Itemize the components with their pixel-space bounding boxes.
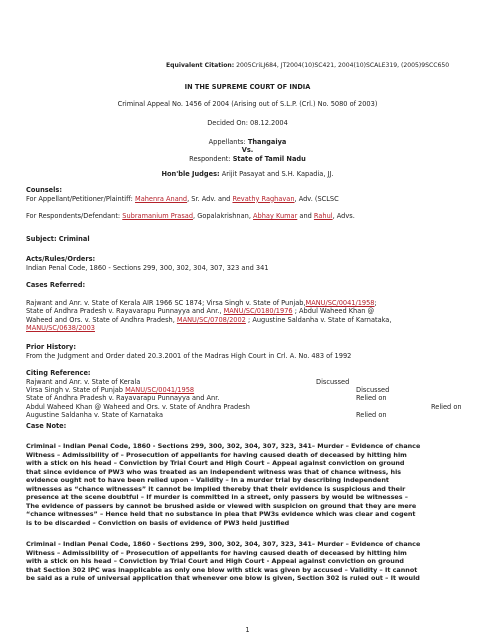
counsel-appellant-suffix: , Adv. (SCLSC <box>294 194 339 203</box>
counsels-section <box>26 186 471 203</box>
appeal-number: Criminal Appeal No. 1456 of 2004 (Arising out of S.L.P. (Crl.) No. 5080 of 2003) <box>117 100 378 108</box>
counsel-appellant-mid: , Sr. Adv. and <box>187 194 231 203</box>
court-name: IN THE SUPREME COURT OF INDIA <box>184 83 311 91</box>
citing-case: Abdul Waheed Khan @ Waheed and Ors. v. State of Andhra Pradesh <box>26 402 250 411</box>
prior-history-section <box>26 343 471 360</box>
prior-history-heading: Prior History: <box>26 343 76 351</box>
counsel-respondent-suffix: , Advs. <box>332 212 355 220</box>
case-link-manu-sc-0708-2002[interactable]: MANU/SC/0708/2002 <box>176 315 246 324</box>
respondent <box>0 155 495 163</box>
citing-row <box>26 386 471 394</box>
cases-referred-line-1 <box>26 299 471 307</box>
cases-referred-heading-block <box>26 281 471 290</box>
case-note-line: witnesses as “chance witnesses” it cannot be implied thereby that their evidence is suspicious and their <box>26 484 406 493</box>
case-note-line: Witness – Admissibility of – Prosecution of appellants for having caused death of deceased by hitting him <box>26 450 407 459</box>
case-note-line: Witness – Admissibility of – Prosecution of appellants for having caused death of deceased by hitting him <box>26 548 407 557</box>
cases-referred-line-4 <box>26 324 471 332</box>
acts-heading: Acts/Rules/Orders: <box>26 255 96 263</box>
citing-row <box>26 411 471 419</box>
counsel-respondent-and: and <box>299 212 312 220</box>
equivalent-citation <box>166 62 449 69</box>
citing-status: Relied on <box>356 411 387 420</box>
case-note-line: Criminal - Indian Penal Code, 1860 - Sections 299, 300, 302, 304, 307, 323, 341– Murder – Evidence of chance <box>26 540 421 548</box>
citing-row <box>26 403 471 411</box>
cases-referred-line-2-end: ; Abdul Waheed Khan @ <box>294 307 375 316</box>
case-note-line: evidence ought not to have been relied upon – Validity – In a murder trial by describing independent <box>26 476 389 484</box>
appellants-label: Appellants: <box>208 138 246 146</box>
respondent-label: Respondent: <box>189 155 231 163</box>
counsel-respondent-line <box>26 212 471 221</box>
prior-history-value: From the Judgment and Order dated 20.3.2001 of the Madras High Court in Crl. A. No. 483 of 1992 <box>26 351 352 360</box>
citing-case-name: Virsa Singh v. State of Punjab <box>26 385 123 394</box>
counsel-appellant-line <box>26 195 471 204</box>
judges-label: Hon'ble Judges: <box>161 170 220 178</box>
case-note-line: with a stick on his head – Conviction by Trial Court and High Court – Appeal against conviction on ground <box>26 459 405 467</box>
acts-section <box>26 255 471 272</box>
citing-reference-heading: Citing Reference: <box>26 369 91 377</box>
citing-case <box>26 386 194 395</box>
counsel-respondent-mid: , Gopalakrishnan, <box>193 212 251 220</box>
counsel-respondent-prefix: For Respondents/Defendant: <box>26 212 121 220</box>
counsel-link-revathy-raghavan[interactable]: Revathy Raghavan <box>232 194 295 203</box>
versus: Vs. <box>241 146 254 154</box>
case-note-line: that since evidence of PW3 who was treated as an independent witness was that of chance witness, his <box>26 467 402 476</box>
counsels-heading: Counsels: <box>26 186 62 194</box>
case-note-line: Criminal - Indian Penal Code, 1860 - Sections 299, 300, 302, 304, 307, 323, 341– Murder – Evidence of chance <box>26 442 421 450</box>
equivalent-citation-value: 2005CriLJ684, JT2004(10)SC421, 2004(10)SCALE319, (2005)9SCC650 <box>236 62 450 69</box>
appellants <box>0 138 495 146</box>
citing-case: State of Andhra Pradesh v. Rayavarapu Punnayya and Anr. <box>26 394 220 403</box>
cases-referred-line-2-text: State of Andhra Pradesh v. Rayavarapu Punnayya and Anr., <box>26 307 222 316</box>
citing-row <box>26 394 471 402</box>
case-note-line: is to be discarded – Conviction on basis of evidence of PW3 held justified <box>26 518 290 527</box>
case-note-paragraph-1 <box>26 442 471 527</box>
citing-case: Rajwant and Anr. v. State of Kerala <box>26 377 141 386</box>
citing-status: Discussed <box>316 377 350 386</box>
decided-date: Decided On: 08.12.2004 <box>207 119 288 127</box>
counsel-link-abhay-kumar[interactable]: Abhay Kumar <box>253 212 298 220</box>
cases-referred-line-1-end: ; <box>374 299 377 307</box>
citing-row <box>26 378 471 386</box>
counsel-link-mahenra-anand[interactable]: Mahenra Anand <box>135 194 188 203</box>
case-link-manu-sc-0041-1958[interactable]: MANU/SC/0041/1958 <box>305 299 375 307</box>
cases-referred-line-2 <box>26 307 471 315</box>
case-note-heading-block <box>26 422 471 431</box>
judges-names: Arijit Pasayat and S.H. Kapadia, JJ. <box>221 170 334 178</box>
counsel-link-subramanium-prasad[interactable]: Subramanium Prasad <box>122 212 194 220</box>
judges <box>0 170 495 178</box>
case-note-paragraph-2 <box>26 540 471 583</box>
citing-status: Discussed <box>356 385 390 394</box>
case-note-heading: Case Note: <box>26 422 67 430</box>
equivalent-citation-label: Equivalent Citation: <box>166 62 235 69</box>
case-note-line: The evidence of passers by cannot be brushed aside or viewed with suspicion on ground that they are mere <box>26 501 417 510</box>
cases-referred-text <box>26 299 471 333</box>
subject-label: Subject: <box>26 235 57 243</box>
page-number: 1 <box>245 626 250 634</box>
citing-case: Augustine Saldanha v. State of Karnataka <box>26 411 164 420</box>
cases-referred-line-3-end: ; Augustine Saldanha v. State of Karnataka, <box>248 315 392 324</box>
case-note-line: that Section 302 IPC was inapplicable as only one blow with stick was given by accused – Validity – It cannot <box>26 565 418 574</box>
citing-status: Relied on <box>356 394 387 403</box>
case-link-manu-sc-0638-2003[interactable]: MANU/SC/0638/2003 <box>26 324 95 333</box>
cases-referred-line-1-text: Rajwant and Anr. v. State of Kerala AIR 1966 SC 1874; Virsa Singh v. State of Punjab, <box>26 299 306 307</box>
citing-reference-section <box>26 369 471 420</box>
acts-value: Indian Penal Code, 1860 - Sections 299, 300, 302, 304, 307, 323 and 341 <box>26 263 269 272</box>
counsel-appellant-prefix: For Appellant/Petitioner/Plaintiff: <box>26 194 133 203</box>
case-note-line: be said as a rule of universal application that whenever one blow is given, Section 302 is ruled out – It would <box>26 574 420 582</box>
appellants-name: Thangaiya <box>247 138 287 146</box>
cases-referred-line-3 <box>26 316 471 324</box>
cases-referred-heading: Cases Referred: <box>26 281 86 289</box>
subject-line <box>26 235 471 244</box>
respondent-name: State of Tamil Nadu <box>232 155 306 163</box>
case-link-manu-sc-0180-1976[interactable]: MANU/SC/0180/1976 <box>223 307 293 316</box>
case-note-line: presence at the scene doubtful – If murder is committed in a street, only passers by would be witnesses – <box>26 493 408 501</box>
case-note-line: “chance witnesses” – Hence held that no substance in plea that PW3s evidence which was clear and cogent <box>26 510 416 518</box>
citing-status: Relied on <box>431 402 462 411</box>
counsel-link-rahul[interactable]: Rahul <box>313 212 333 220</box>
cases-referred-line-3-text: Waheed and Ors. v. State of Andhra Pradesh, <box>26 315 175 324</box>
subject-value: Criminal <box>58 235 90 243</box>
case-note-line: with a stick on his head – Conviction by Trial Court and High Court - Appeal against conviction on ground <box>26 557 404 565</box>
citing-link-manu-sc-0041-1958[interactable]: MANU/SC/0041/1958 <box>125 385 195 394</box>
